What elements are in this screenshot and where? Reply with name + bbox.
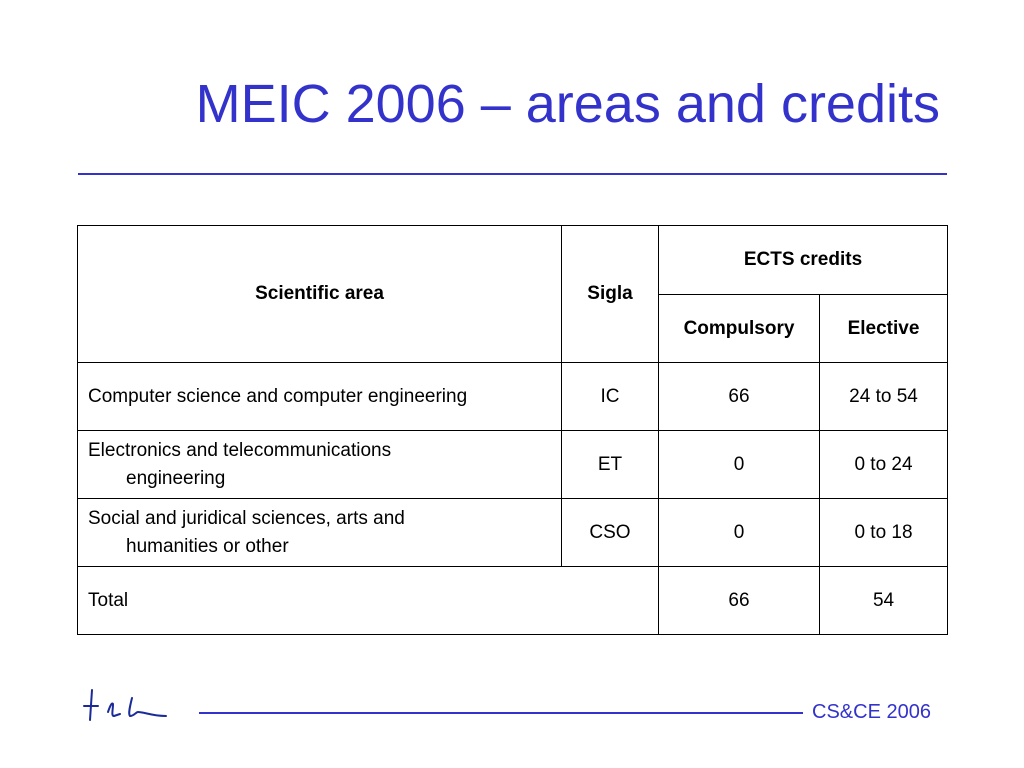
header-sigla: Sigla (562, 226, 659, 363)
footer-divider (199, 712, 803, 714)
table-row (78, 363, 948, 431)
cell-compulsory: 66 (659, 363, 820, 431)
cell-total-elective: 54 (820, 567, 948, 635)
header-compulsory: Compulsory (659, 295, 820, 363)
credits-table (77, 225, 948, 635)
cell-sigla: ET (562, 431, 659, 499)
table-total-row (78, 567, 948, 635)
cell-sigla: IC (562, 363, 659, 431)
cell-total-compulsory: 66 (659, 567, 820, 635)
cell-area (78, 431, 562, 499)
area-text: Electronics and telecommunications engineering (88, 439, 392, 489)
title-divider (78, 173, 947, 175)
cell-area (78, 499, 562, 567)
cell-sigla: CSO (562, 499, 659, 567)
cell-compulsory: 0 (659, 431, 820, 499)
table-row (78, 499, 948, 567)
cell-elective: 24 to 54 (820, 363, 948, 431)
cell-elective: 0 to 18 (820, 499, 948, 567)
signature-logo (82, 686, 178, 724)
cell-total-label: Total (78, 567, 659, 635)
header-ects-credits: ECTS credits (659, 226, 948, 295)
cell-compulsory: 0 (659, 499, 820, 567)
header-elective: Elective (820, 295, 948, 363)
area-text: Computer science and computer engineering (88, 385, 468, 407)
header-scientific-area: Scientific area (78, 226, 562, 363)
cell-area (78, 363, 562, 431)
cell-elective: 0 to 24 (820, 431, 948, 499)
area-text: Social and juridical sciences, arts and humanities or other (88, 507, 405, 557)
footer-label: CS&CE 2006 (812, 701, 931, 723)
slide-title: MEIC 2006 – areas and credits (195, 74, 940, 134)
table-header-row (78, 226, 948, 295)
table-row (78, 431, 948, 499)
